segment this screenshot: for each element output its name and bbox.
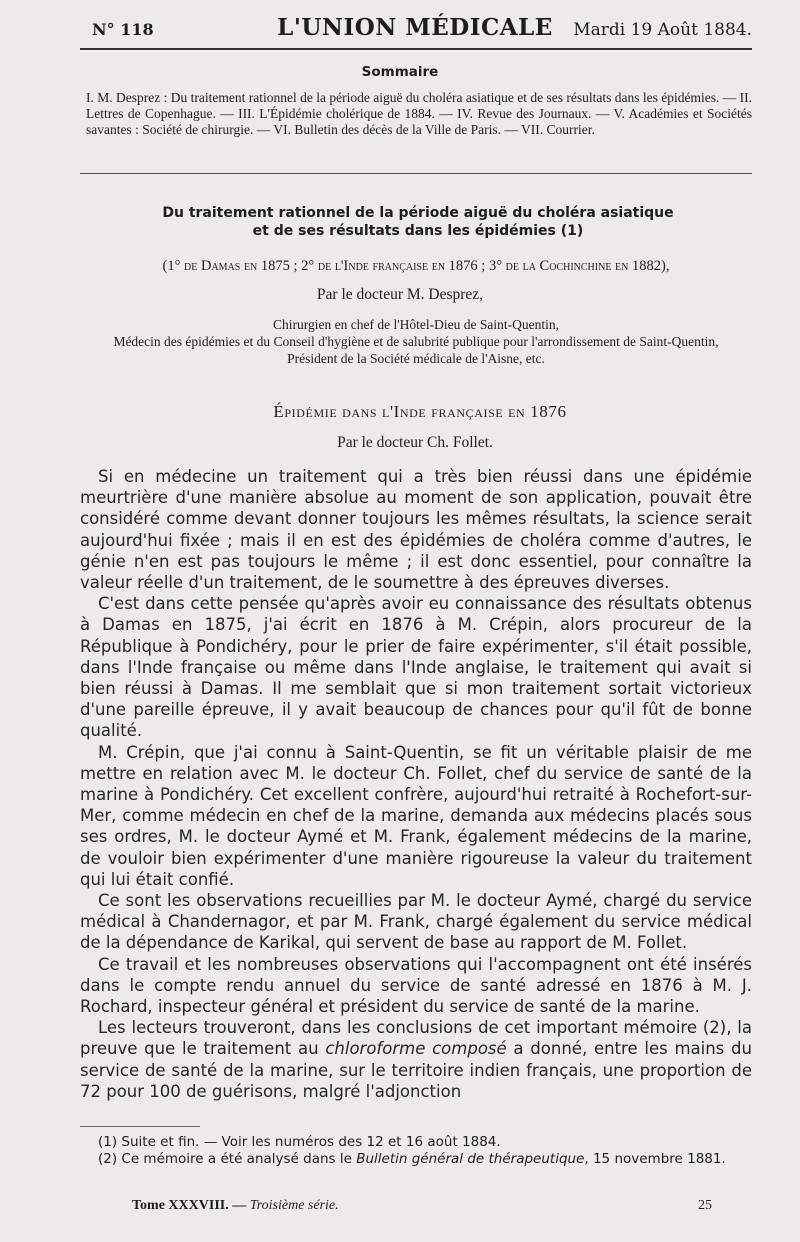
footnote-1: (1) Suite et fin. — Voir les numéros des 12 et 16 août 1884. <box>98 1134 501 1150</box>
emphasis-text: chloroforme composé <box>325 1039 507 1059</box>
footnote-2 <box>80 1151 752 1168</box>
body-paragraph: M. Crépin, que j'ai connu à Saint-Quentin, se fit un véritable plaisir de me mettre en relation avec M. le docteur Ch. Follet, chef du service de santé de la marine à Pondichéry. Cet excellent confrère, aujourd'hui retraité à Rochefort-sur-Mer, comme médecin en chef de la marine, demanda aux médecins placés sous ses ordres, M. le docteur Aymé et M. Frank, également médecins de la marine, de vouloir bien expérimenter d'une manière rigoureuse la valeur du traitement qui lui était confié. <box>80 742 752 889</box>
paragraph-text: a donné, entre les mains du service de santé de la marine, sur le territoire indien français, une proportion de 72 pour 100 de guérisons, malgré l'adjonction <box>80 1039 752 1101</box>
body-paragraph: C'est dans cette pensée qu'après avoir eu connaissance des résultats obtenus à Damas en 1875, j'ai écrit en 1876 à M. Crépin, alors procureur de la République à Pondichéry, pour le prier de faire expérimenter, s'il était possible, dans l'Inde française ou même dans l'Inde anglaise, le traitement qui avait si bien réussi à Damas. Il me semblait que si mon traitement sortait victorieux d'une pareille épreuve, il y avait beaucoup de chances pour qu'il fût de bonne qualité. <box>80 594 752 741</box>
affiliation-line: Médecin des épidémies et du Conseil d'hygiène et de salubrité publique pour l'arrondissement de Saint-Quentin, <box>113 334 719 349</box>
serie-label: Troisième série. <box>249 1198 339 1213</box>
affiliation-line: Président de la Société médicale de l'Aisne, etc. <box>287 351 545 366</box>
sommaire-title: Sommaire <box>361 64 439 80</box>
article-author: Par le docteur M. Desprez, <box>316 286 484 303</box>
body-paragraph: Ce travail et les nombreuses observations qui l'accompagnent ont été insérés dans le compte rendu annuel du service de santé adressé en 1876 à M. J. Rochard, inspecteur général et président du service de santé de la marine. <box>80 954 752 1017</box>
article-locations: (1° de Damas en 1875 ; 2° de l'Inde française en 1876 ; 3° de la Cochinchine en 1882), <box>162 258 670 274</box>
footnote-rule <box>80 1126 200 1127</box>
subsection-author: Par le docteur Ch. Follet. <box>337 434 493 451</box>
page-header <box>78 10 752 46</box>
footnotes <box>80 1134 752 1168</box>
author-affiliations <box>80 316 752 367</box>
tome-label <box>132 1198 339 1214</box>
affiliation-line: Chirurgien en chef de l'Hôtel-Dieu de Saint-Quentin, <box>273 317 559 332</box>
sommaire-rule <box>80 173 752 174</box>
body-paragraph: Ce sont les observations recueillies par M. le docteur Aymé, chargé du service médical à Chandernagor, et par M. Frank, chargé également du service médical de la dépendance de Karikal, qui servent de base au rapport de M. Follet. <box>80 891 752 953</box>
tome-number: Tome XXXVIII. — <box>132 1198 247 1213</box>
footnote-text: , 15 novembre 1881. <box>584 1151 726 1167</box>
issue-number: N° 118 <box>92 20 154 39</box>
footnote-text: (2) Ce mémoire a été analysé dans le <box>98 1151 357 1167</box>
issue-date: Mardi 19 Août 1884. <box>573 20 752 40</box>
page-number: 25 <box>698 1198 712 1213</box>
sommaire-text: I. M. Desprez : Du traitement rationnel de la période aiguë du choléra asiatique et de ses résultats dans les épidémies. — II. Lettres de Copenhague. — III. L'Épidémie cholérique de 1884. — IV. Revue des Journaux. — V. Académies et Sociétés savantes : Société de chirurgie. — VI. Bulletin des décès de la Ville de Paris. — VII. Courrier. <box>86 90 752 137</box>
header-rule <box>80 48 752 50</box>
article-title-line2: et de ses résultats dans les épidémies (1) <box>252 223 584 239</box>
journal-title: L'UNION MÉDICALE <box>277 14 553 41</box>
article-body <box>80 466 752 1102</box>
body-paragraph: Si en médecine un traitement qui a très bien réussi dans une épidémie meurtrière d'une manière absolue au moment de son application, pouvait être considéré comme devant donner toujours les mêmes résultats, la science serait aujourd'hui fixée ; mais il en est des épidémies de choléra comme d'autres, le génie n'en est pas toujours le même ; il est donc essentiel, pour connaître la valeur réelle d'un traitement, de le soumettre à des épreuves diverses. <box>80 467 752 593</box>
paragraph-text: Les lecteurs trouveront, dans les conclusions de cet important mémoire (2), la preuve que le traitement au <box>80 1018 752 1059</box>
article-title <box>84 204 752 240</box>
subsection-title: Épidémie dans l'Inde française en 1876 <box>273 402 567 421</box>
article-title-line1: Du traitement rationnel de la période aiguë du choléra asiatique <box>162 205 674 221</box>
body-paragraph <box>80 1017 752 1102</box>
footnote-emphasis: Bulletin général de thérapeutique <box>356 1151 585 1167</box>
page-footer <box>80 1198 752 1218</box>
